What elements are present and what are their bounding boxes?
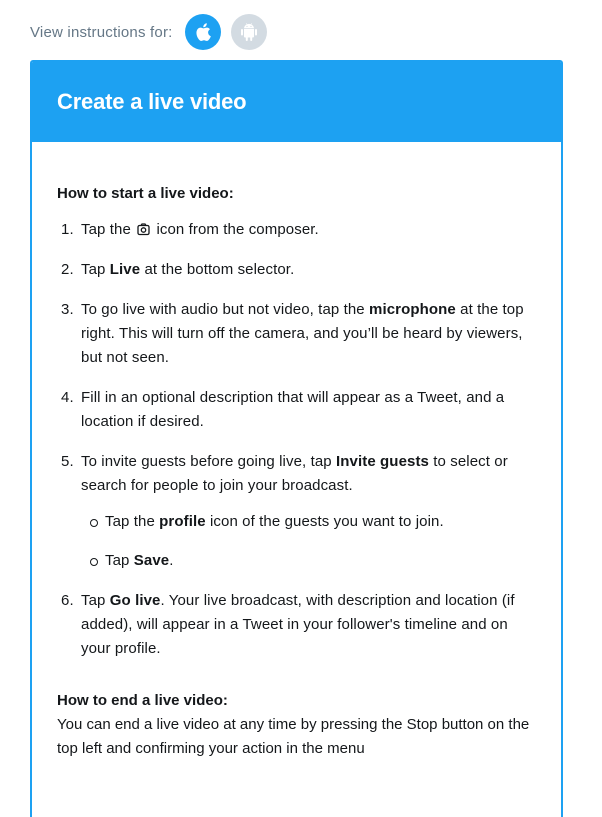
end-section-text: You can end a live video at any time by pressing the Stop button on the top left and confirming your action in the menu <box>57 716 530 757</box>
start-section-heading: How to start a live video: <box>57 185 234 202</box>
android-platform-button[interactable] <box>231 14 267 50</box>
end-section <box>57 689 536 761</box>
step-5-sublist <box>81 510 536 573</box>
view-instructions-bar <box>30 14 277 50</box>
camera-icon <box>137 223 150 236</box>
card-title: Create a live video <box>57 89 247 114</box>
step-2: 2. Tap Live at the bottom selector. <box>61 261 295 278</box>
apple-icon <box>195 23 211 41</box>
end-section-heading: How to end a live video: <box>57 692 228 709</box>
card-body <box>32 142 561 761</box>
sub-step-profile: Tap the profile icon of the guests you want to join. <box>81 510 536 534</box>
card-header <box>32 62 561 142</box>
start-steps-list <box>57 218 536 661</box>
step-3: 3. To go live with audio but not video, tap the microphone at the top right. This will turn off the camera, and you’ll be heard by viewers, but not seen. <box>61 301 524 366</box>
step-4: 4. Fill in an optional description that will appear as a Tweet, and a location if desired. <box>61 389 505 430</box>
instructions-card <box>30 60 563 817</box>
step-1: 1. Tap the icon from the composer. <box>61 221 319 238</box>
sub-step-save: Tap Save. <box>81 549 536 573</box>
step-6: 6. Tap Go live. Your live broadcast, with description and location (if added), will appear in a Tweet in your follower's timeline and on your profile. <box>61 592 515 657</box>
view-instructions-label: View instructions for: <box>30 23 173 41</box>
android-icon <box>241 23 257 41</box>
ios-platform-button[interactable] <box>185 14 221 50</box>
step-5: 5. To invite guests before going live, tap Invite guests to select or search for people to join your broadcast. Tap the profile icon of the guests you want to join. Tap Save. <box>57 450 536 573</box>
